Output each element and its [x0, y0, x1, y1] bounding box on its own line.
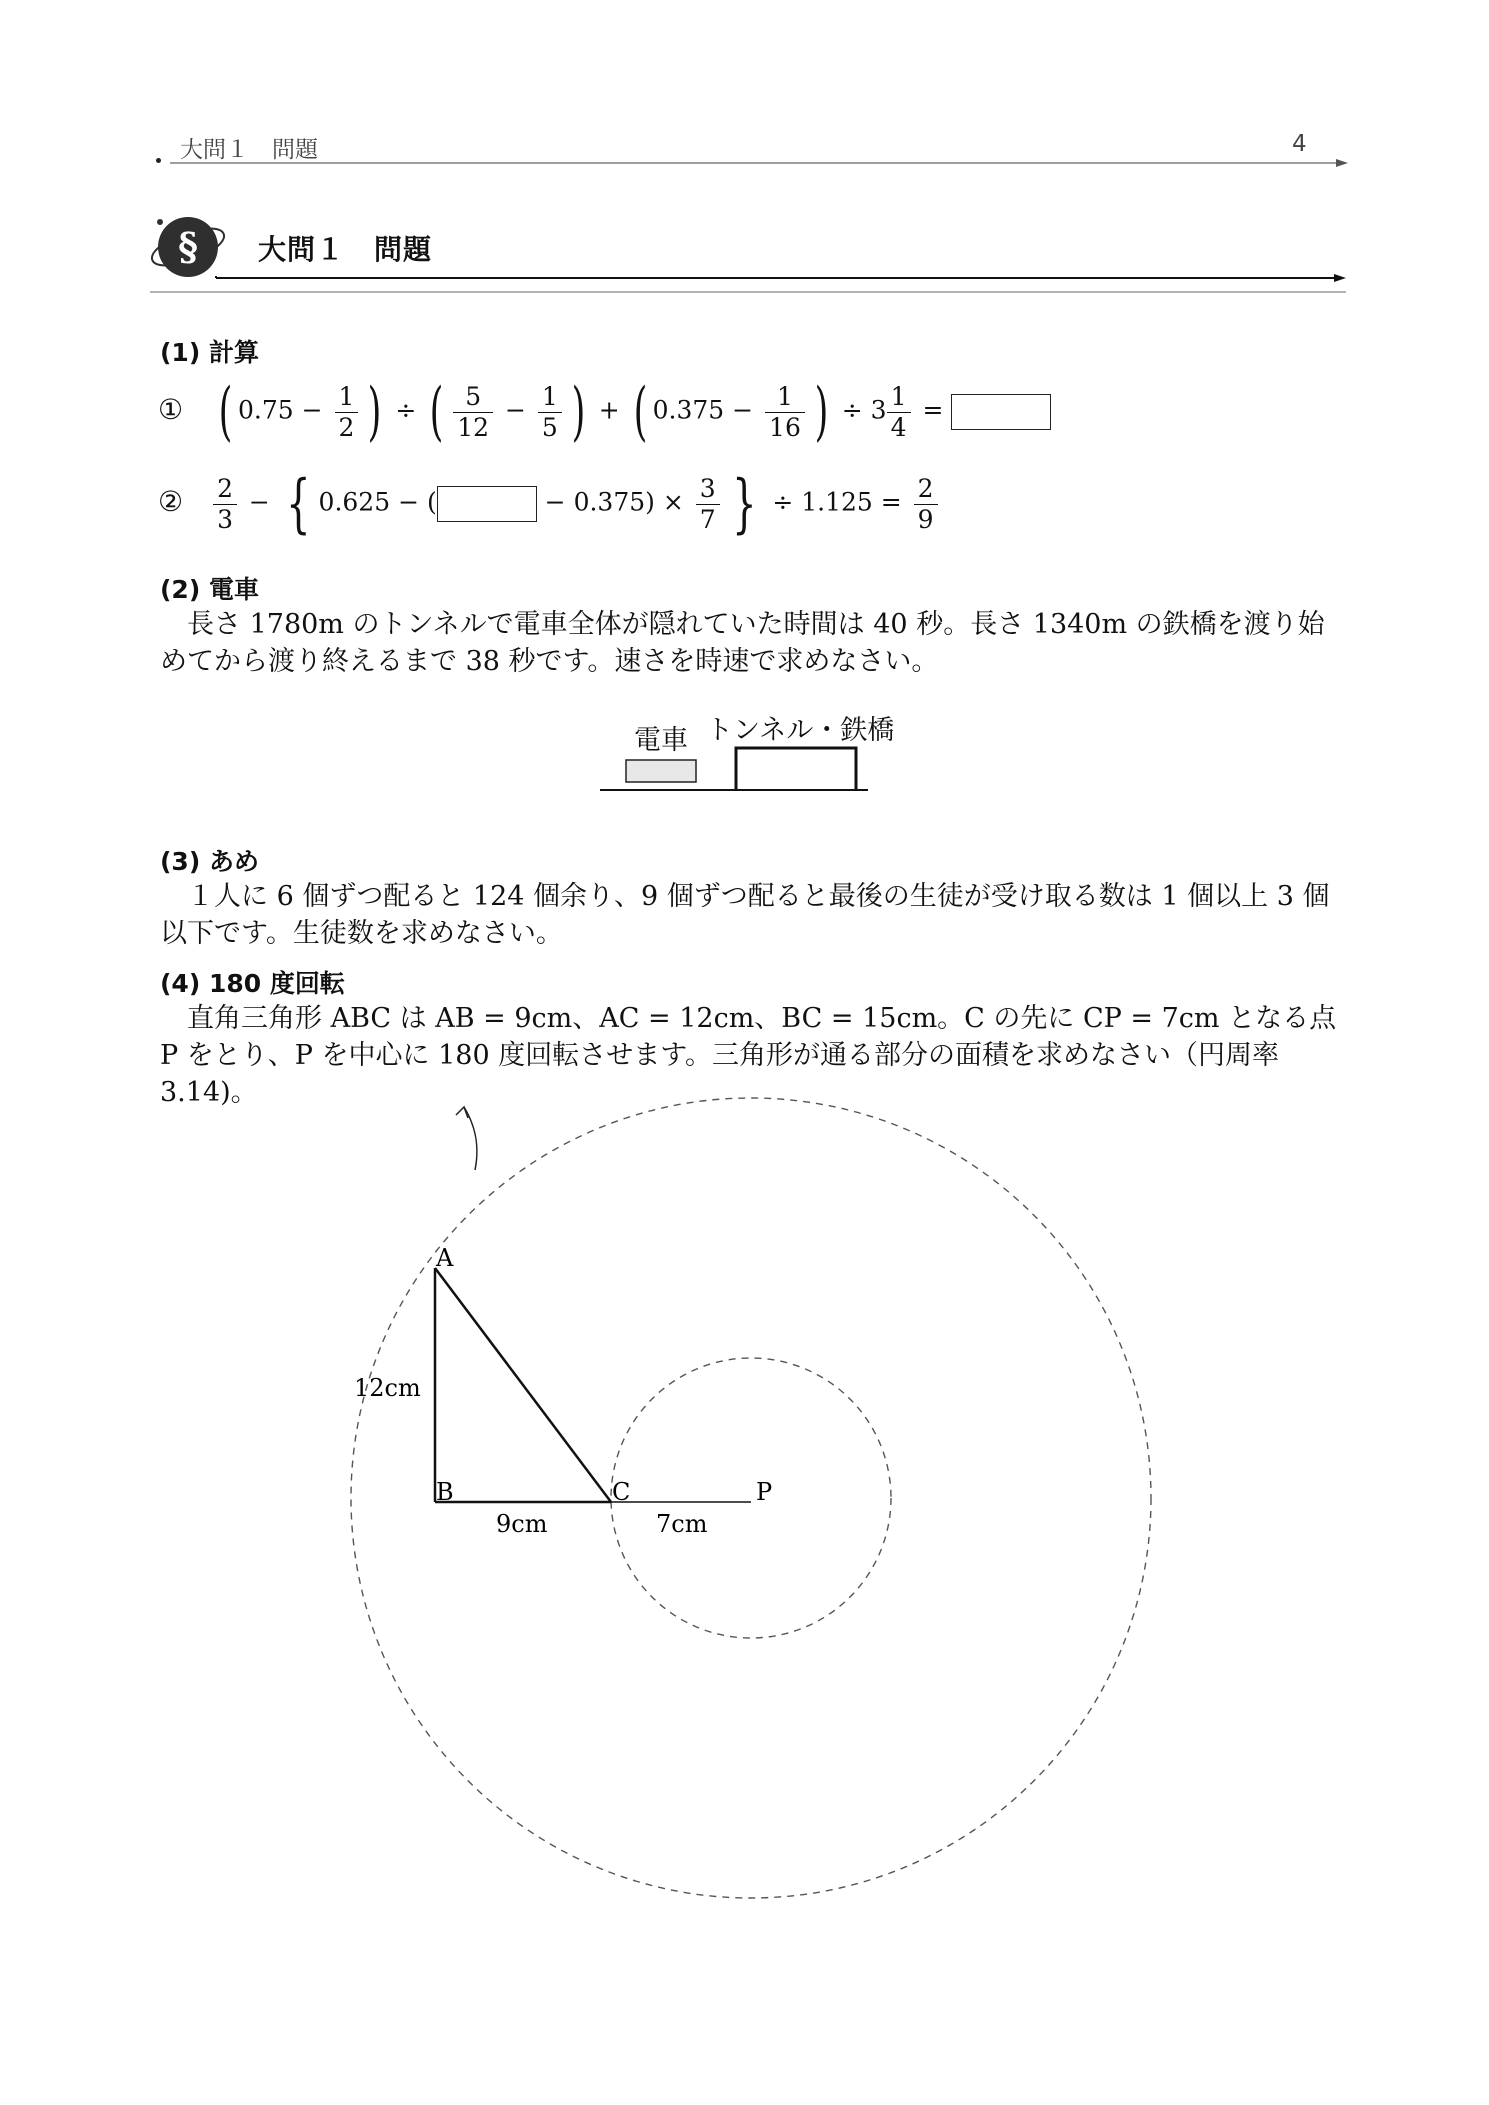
rotation-arrow-icon — [464, 1107, 477, 1170]
svg-text:§: § — [178, 224, 198, 269]
rotation-diagram — [340, 1090, 1170, 1930]
header-dot — [156, 158, 161, 163]
answer-box-2[interactable] — [437, 486, 537, 522]
section-title: 大問１ 問題 — [258, 233, 433, 266]
q3-text: １人に 6 個ずつ配ると 124 個余り、9 個ずつ配ると最後の生徒が受け取る数は 1 個以上 3 個以下です。生徒数を求めなさい。 — [160, 881, 1330, 949]
label-P: P — [756, 1478, 773, 1506]
segment-AC — [435, 1268, 611, 1502]
running-header-title: 大問１ 問題 — [180, 137, 318, 163]
header-rule — [170, 156, 1350, 170]
q1-problem-1: ① ( 0.75 − $\frac{1}{2}$ ) ÷ ( $\frac{5}{12}$ − $\frac{1}{5}$ ) + ( 0.375 − $\frac{1}{16}$ ) ÷ 3 $\frac{1}{4}$ = — [158, 380, 1051, 444]
q3-heading: (3) あめ — [160, 847, 259, 876]
train-tunnel-diagram — [600, 740, 880, 800]
inner-circle — [611, 1358, 891, 1638]
tunnel-shape — [736, 748, 856, 790]
q2-heading: (2) 電車 — [160, 575, 259, 604]
section-title-rule — [150, 268, 1350, 298]
marker-2: ② — [158, 484, 184, 518]
label-7cm: 7cm — [656, 1510, 708, 1538]
q1-problem-2: ② $\frac{2}{3}$ − { 0.625 − ( − 0.375) × $\frac{3}{7}$ } ÷ 1.125 = $\frac{2}{9}$ — [158, 472, 942, 536]
answer-box-1[interactable] — [951, 394, 1051, 430]
marker-1: ① — [158, 392, 184, 426]
label-B: B — [436, 1478, 454, 1506]
page-number: 4 — [1292, 131, 1307, 157]
label-C: C — [612, 1478, 631, 1506]
q4-heading: (4) 180 度回転 — [160, 969, 345, 998]
train-rect — [626, 760, 696, 782]
label-9cm: 9cm — [496, 1510, 548, 1538]
label-12cm: 12cm — [354, 1374, 421, 1402]
q2-text: 長さ 1780m のトンネルで電車全体が隠れていた時間は 40 秒。長さ 1340m の鉄橋を渡り始めてから渡り終えるまで 38 秒です。速さを時速で求めなさい。 — [160, 609, 1325, 677]
outer-circle — [351, 1098, 1151, 1898]
tunnel-label: トンネル・鉄橋 — [706, 715, 895, 746]
train-label: 電車 — [634, 725, 688, 756]
label-A: A — [436, 1244, 454, 1272]
q4-text: 直角三角形 ABC は AB = 9cm、AC = 12cm、BC = 15cm。C の先に CP = 7cm となる点 P をとり、P を中心に 180 度回転させます。三角形が通る部分の面積を求めなさい（円周率 3.14)。 — [160, 1003, 1337, 1108]
q1-heading: (1) 計算 — [160, 338, 259, 367]
